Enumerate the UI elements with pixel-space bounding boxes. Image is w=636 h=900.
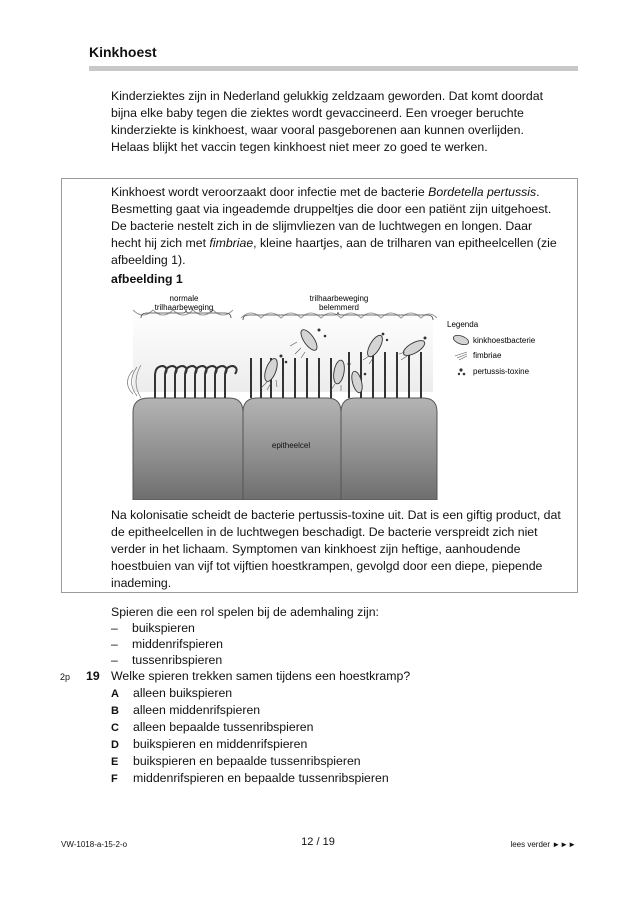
info-paragraph (111, 184, 561, 269)
muscle-list (111, 620, 223, 668)
option-d[interactable]: D buikspieren en middenrifspieren (111, 737, 308, 751)
page-title: Kinkhoest (89, 44, 157, 60)
list-item: – tussenribspieren (111, 653, 223, 667)
legend-bacterium (452, 334, 536, 347)
option-f[interactable]: F middenrifspieren en bepaalde tussenribspieren (111, 771, 389, 785)
list-item: – middenrifspieren (111, 637, 223, 651)
info-text-2: . Besmetting gaat via ingeademde druppeltjes die door een patiënt zijn uitgehoest. De bacterie nestelt zich in de slijmvliezen van de luchtwegen en longen. Daar hecht hij zich met (111, 185, 552, 250)
info-text-1: Kinkhoest wordt veroorzaakt door infectie met de bacterie (111, 185, 429, 199)
list-item: – buikspieren (111, 621, 195, 635)
legend-title: Legenda (447, 320, 479, 329)
after-paragraph: Na kolonisatie scheidt de bacterie pertussis-toxine uit. Dat is een giftig product, dat de epitheelcellen in de luchtwegen beschadigt. De bacterie verspreidt zich niet verder in het lichaam. Symptomen van kinkhoest zijn heftige, aanhoudende hoestbuien van vijf tot vijftien hoestkrampen, gevolgd door een diepe, piepende inademing. (111, 508, 561, 590)
impaired-label-1: trilhaarbeweging (309, 294, 369, 303)
cell-label: epitheelcel (271, 441, 311, 450)
exam-code: VW-1018-a-15-2-o (61, 840, 128, 849)
toxin-icon (458, 368, 466, 375)
fimbriae-icon (455, 352, 467, 360)
impaired-label-2: belemmerd (318, 303, 360, 312)
option-e[interactable]: E buikspieren en bepaalde tussenribspieren (111, 754, 361, 768)
answer-options (111, 685, 389, 787)
question-text: Welke spieren trekken samen tijdens een hoestkramp? (111, 669, 411, 683)
title-rule (89, 66, 578, 71)
page-number: 12 / 19 (301, 836, 335, 848)
option-c[interactable]: C alleen bepaalde tussenribspieren (111, 720, 314, 734)
species-name: Bordetella pertussis (428, 185, 537, 199)
legend-fimbriae-label: fimbriae (473, 351, 502, 360)
normal-label-1: normale (169, 294, 199, 303)
fimbriae-term: fimbriae (209, 236, 254, 250)
legend-toxin (458, 367, 530, 376)
info-text-3: , kleine haartjes, aan de trilharen van epitheelcellen (zie afbeelding 1). (111, 236, 557, 267)
option-a[interactable]: A alleen buikspieren (111, 686, 233, 700)
figure-label: afbeelding 1 (111, 272, 183, 286)
intro-paragraph: Kinderziektes zijn in Nederland gelukkig zeldzaam geworden. Dat komt doordat bijna elke baby tegen die ziektes wordt gevaccineerd. Een vroeger beruchte kinderziekte is kinkhoest, waar vooral pasgeborenen aan kunnen overlijden. Helaas blijkt het vaccin tegen kinkhoest niet meer zo goed te werken. (111, 89, 543, 154)
legend-toxin-label: pertussis-toxine (473, 367, 530, 376)
question-number: 19 (86, 669, 100, 683)
question-intro: Spieren die een rol spelen bij de ademhaling zijn: (111, 605, 379, 619)
legend-bacterium-label: kinkhoestbacterie (473, 336, 536, 345)
option-b[interactable]: B alleen middenrifspieren (111, 703, 261, 717)
normal-label-2: trilhaarbeweging (154, 303, 214, 312)
legend-fimbriae (455, 351, 502, 360)
bacterium-icon (452, 334, 470, 347)
next-page-link[interactable]: lees verder ►►► (510, 840, 576, 849)
question-points: 2p (60, 672, 71, 682)
mucus-layer (133, 310, 437, 392)
cilia-figure (111, 290, 561, 500)
